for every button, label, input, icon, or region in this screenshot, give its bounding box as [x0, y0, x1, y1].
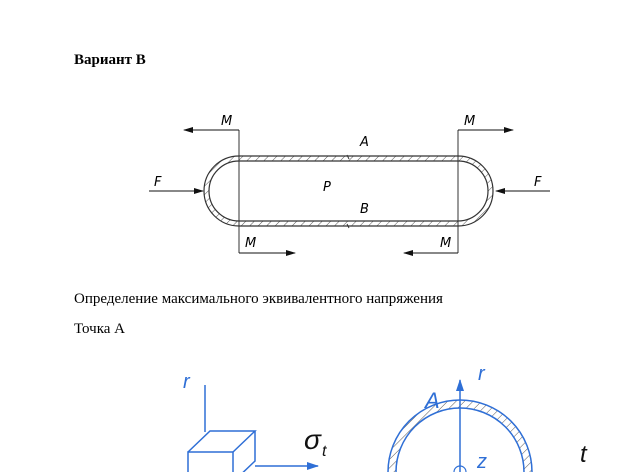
pressure-label: P	[323, 180, 331, 195]
point-b-label: B	[360, 202, 369, 217]
axis-r-left-label: r	[183, 371, 190, 393]
stress-cube	[188, 385, 255, 472]
moment-label-bottom-left: M	[245, 236, 257, 251]
moment-label-bottom-right: M	[440, 236, 452, 251]
point-a-label: A	[360, 135, 369, 150]
sigma-label: σ	[304, 424, 321, 455]
variant-title: Вариант В	[74, 52, 146, 68]
moment-label-top-right: M	[464, 114, 476, 129]
section-heading: Определение максимального эквивалентного напряжения	[74, 291, 443, 307]
axis-t-label: t	[580, 441, 587, 468]
force-label-left: F	[154, 175, 162, 190]
axis-z-label: z	[477, 451, 487, 472]
ring-point-a-label: A	[425, 388, 440, 413]
point-label: Точка А	[74, 321, 125, 337]
ring-section	[388, 380, 532, 472]
axis-r-right-label: r	[478, 363, 485, 385]
sigma-subscript-label: t	[322, 443, 327, 460]
force-label-right: F	[534, 175, 542, 190]
moment-label-top-left: M	[221, 114, 233, 129]
